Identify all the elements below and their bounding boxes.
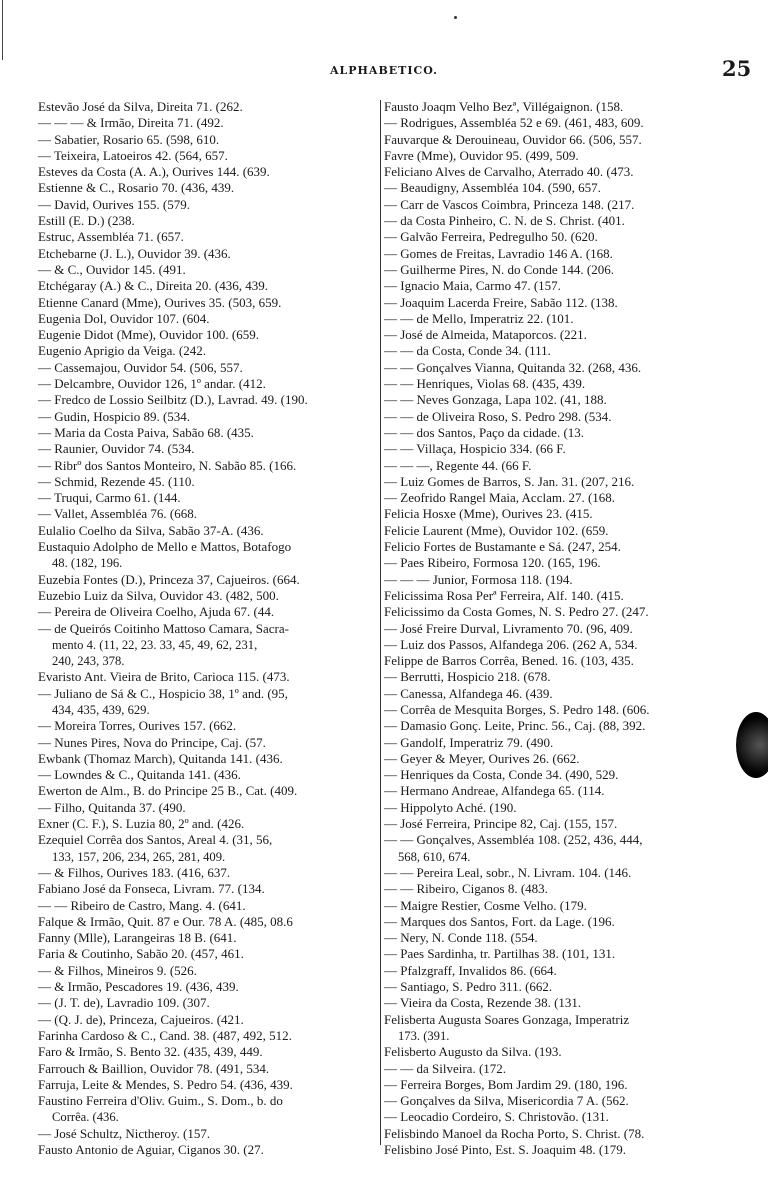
directory-entry [38, 409, 378, 425]
directory-entry [384, 148, 749, 164]
entry-line: — Maria da Costa Paiva, Sabão 68. (435. [38, 424, 254, 440]
entry-line: — Maigre Restier, Cosme Velho. (179. [384, 897, 587, 913]
directory-entry [384, 800, 749, 816]
entry-line: — Filho, Quitanda 37. (490. [38, 799, 186, 815]
entry-line: Fabiano José da Fonseca, Livram. 77. (134. [38, 881, 265, 897]
entry-continuation-line: Corrêa. (436. [52, 1110, 119, 1125]
entry-line: — Henriques da Costa, Conde 34. (490, 529. [384, 767, 619, 783]
directory-entry [384, 376, 749, 392]
running-header: ALPHABETICO. [329, 64, 438, 77]
entry-line: — Vallet, Assembléa 76. (668. [38, 506, 197, 522]
entry-line: — & C., Ouvidor 145. (491. [38, 261, 186, 277]
directory-entry [384, 360, 749, 376]
entry-line: Faria & Coutinho, Sabão 20. (457, 461. [38, 946, 244, 962]
directory-entry [384, 327, 749, 343]
directory-entry [384, 490, 749, 506]
entry-line: — — Ribeiro, Ciganos 8. (483. [384, 881, 548, 897]
directory-entry [38, 343, 378, 359]
directory-entry [384, 604, 749, 620]
directory-entry [38, 800, 378, 816]
directory-entry [384, 246, 749, 262]
directory-entry [384, 278, 749, 294]
directory-entry [384, 99, 749, 115]
directory-entry [38, 946, 378, 962]
directory-entry [38, 783, 378, 799]
directory-entry [38, 767, 378, 783]
directory-entry [384, 995, 749, 1011]
directory-entry [384, 164, 749, 180]
entry-line: Fanny (Mlle), Larangeiras 18 B. (641. [38, 930, 237, 946]
directory-entry [38, 213, 378, 229]
entry-line: Felicissimo da Costa Gomes, N. S. Pedro 27. (247. [384, 604, 649, 620]
entry-line: Eulalio Coelho da Silva, Sabão 37-A. (436. [38, 522, 264, 538]
entry-line: Ewbank (Thomaz March), Quitanda 141. (436. [38, 750, 283, 766]
entry-line: — Raunier, Ouvidor 74. (534. [38, 441, 195, 457]
directory-entry [384, 669, 749, 685]
entry-line: — & Filhos, Mineiros 9. (526. [38, 962, 197, 978]
directory-entry [38, 1077, 378, 1093]
entry-line: Ezequiel Corrêa dos Santos, Areal 4. (31, 56, [38, 832, 273, 848]
entry-line: — Paes Sardinha, tr. Partilhas 38. (101, 131. [384, 946, 616, 962]
directory-entry [384, 311, 749, 327]
directory-entry [384, 1142, 749, 1158]
directory-entry [384, 506, 749, 522]
directory-entry [38, 376, 378, 392]
entry-line: — Pereira de Oliveira Coelho, Ajuda 67. (44. [38, 604, 275, 620]
entry-line: — Santiago, S. Pedro 311. (662. [384, 979, 553, 995]
entry-line: — da Costa Pinheiro, C. N. de S. Christ. (401. [384, 213, 625, 229]
directory-entry [38, 572, 378, 588]
entry-line: Evaristo Ant. Vieira de Brito, Carioca 115. (473. [38, 669, 290, 685]
entry-line: Felisberta Augusta Soares Gonzaga, Imperatriz [384, 1011, 630, 1027]
entry-line: — José Schultz, Nictheroy. (157. [38, 1125, 211, 1141]
entry-line: Estill (E. D.) (238. [38, 213, 135, 229]
entry-line: Eugenio Aprigio da Veiga. (242. [38, 343, 207, 359]
entry-line: Felicissima Rosa Perª Ferreira, Alf. 140. (415. [384, 587, 624, 603]
directory-entry [384, 865, 749, 881]
directory-entry [384, 343, 749, 359]
directory-entry [384, 572, 749, 588]
entry-line: Faustino Ferreira d'Oliv. Guim., S. Dom., b. do [38, 1093, 283, 1109]
entry-line: Estruc, Assembléa 71. (657. [38, 229, 184, 245]
directory-entry [384, 458, 749, 474]
entry-line: Eugenie Didot (Mme), Ouvidor 100. (659. [38, 327, 259, 343]
entry-line: — — Gonçalves, Assembléa 108. (252, 436, 444, [384, 832, 643, 848]
entry-line: Felicie Laurent (Mme), Ouvidor 102. (659. [384, 522, 609, 538]
directory-entry [38, 327, 378, 343]
directory-entry [38, 425, 378, 441]
directory-entry [38, 180, 378, 196]
entry-line: — Beaudigny, Assembléa 104. (590, 657. [384, 180, 601, 196]
directory-entry [38, 914, 378, 930]
directory-entry [384, 555, 749, 571]
entry-line: — & Irmão, Pescadores 19. (436, 439. [38, 979, 239, 995]
entry-line: — — dos Santos, Paço da cidade. (13. [384, 424, 585, 440]
entry-line: Euzebio Luiz da Silva, Ouvidor 43. (482, 500. [38, 587, 279, 603]
column-divider [380, 100, 381, 1145]
entry-line: — Hermano Andreae, Alfandega 65. (114. [384, 783, 605, 799]
entry-line: Estevão José da Silva, Direita 71. (262. [38, 99, 243, 114]
directory-entry [384, 963, 749, 979]
directory-entry [38, 229, 378, 245]
library-stamp-icon [736, 712, 768, 778]
entry-line: — Gudin, Hospicio 89. (534. [38, 408, 191, 424]
directory-entry [38, 930, 378, 946]
entry-line: — — da Costa, Conde 34. (111. [384, 343, 551, 359]
page-edge-line [2, 0, 3, 60]
entry-line: Felisberto Augusto da Silva. (193. [384, 1044, 562, 1060]
directory-entry [384, 816, 749, 832]
directory-entry [384, 979, 749, 995]
directory-entry [384, 898, 749, 914]
entry-line: — Delcambre, Ouvidor 126, 1º andar. (412. [38, 376, 266, 392]
directory-entry [384, 637, 749, 653]
directory-entry [384, 914, 749, 930]
directory-entry [384, 588, 749, 604]
entry-line: — & Filhos, Ourives 183. (416, 637. [38, 864, 231, 880]
directory-entry [384, 132, 749, 148]
entry-line: — Fredco de Lossio Seilbitz (D.), Lavrad. 49. (190. [38, 392, 308, 408]
entry-line: — de Queirós Coitinho Mattoso Camara, Sacra- [38, 620, 289, 636]
directory-entry [384, 229, 749, 245]
entry-line: Etchebarne (J. L.), Ouvidor 39. (436. [38, 245, 231, 261]
entry-line: — — da Silveira. (172. [384, 1060, 507, 1076]
entry-line: Eustaquio Adolpho de Mello e Mattos, Botafogo [38, 539, 292, 555]
entry-line: — José Ferreira, Principe 82, Caj. (155, 157. [384, 816, 618, 832]
directory-entry [384, 1012, 749, 1045]
entry-line: — — —, Regente 44. (66 F. [384, 457, 532, 473]
directory-entry [38, 197, 378, 213]
entry-line: Fausto Antonio de Aguiar, Ciganos 30. (27. [38, 1142, 264, 1157]
entry-line: — Gandolf, Imperatriz 79. (490. [384, 734, 554, 750]
directory-entry [38, 686, 378, 719]
directory-entry [384, 409, 749, 425]
entry-line: — Moreira Torres, Ourives 157. (662. [38, 718, 237, 734]
directory-entry [38, 458, 378, 474]
directory-entry [38, 1061, 378, 1077]
directory-entry [38, 295, 378, 311]
entry-continuation-line: 434, 435, 439, 629. [52, 702, 150, 717]
directory-entry [384, 881, 749, 897]
entry-line: — — — Junior, Formosa 118. (194. [384, 571, 573, 587]
entry-continuation-line: 133, 157, 206, 234, 265, 281, 409. [52, 849, 226, 864]
entry-line: — Canessa, Alfandega 46. (439. [384, 685, 553, 701]
directory-entry [38, 898, 378, 914]
entry-line: — Carr de Vascos Coimbra, Princeza 148. (217. [384, 196, 635, 212]
directory-entry [38, 604, 378, 620]
directory-entry [384, 1126, 749, 1142]
entry-line: — Vieira da Costa, Rezende 38. (131. [384, 995, 582, 1011]
entry-line: — Damasio Gonç. Leite, Princ. 56., Caj. (88, 392. [384, 718, 646, 734]
directory-entry [38, 311, 378, 327]
entry-line: — Hippolyto Aché. (190. [384, 799, 517, 815]
entry-line: Faro & Irmão, S. Bento 32. (435, 439, 449. [38, 1044, 263, 1060]
entry-line: — Paes Ribeiro, Formosa 120. (165, 196. [384, 555, 601, 571]
directory-entry [384, 474, 749, 490]
directory-entry [384, 930, 749, 946]
directory-entry [38, 246, 378, 262]
entry-line: Favre (Mme), Ouvidor 95. (499, 509. [384, 147, 579, 163]
directory-entry [384, 621, 749, 637]
entry-line: — Gonçalves da Silva, Misericordia 7 A. (562. [384, 1093, 629, 1109]
directory-entry [38, 441, 378, 457]
entry-line: — — — & Irmão, Direita 71. (492. [38, 115, 224, 131]
entry-line: — — Ribeiro de Castro, Mang. 4. (641. [38, 897, 246, 913]
directory-entry [38, 506, 378, 522]
entry-line: — (J. T. de), Lavradio 109. (307. [38, 995, 210, 1011]
entry-continuation-line: 240, 243, 378. [52, 654, 125, 669]
directory-entry [38, 278, 378, 294]
directory-entry [384, 767, 749, 783]
entry-line: — — Henriques, Violas 68. (435, 439. [384, 376, 586, 392]
entry-line: Felisbino José Pinto, Est. S. Joaquim 48. (179. [384, 1142, 626, 1157]
entry-line: — Ribrº dos Santos Monteiro, N. Sabão 85. (166. [38, 457, 297, 473]
entry-line: — — Villaça, Hospicio 334. (66 F. [384, 441, 566, 457]
entry-line: — Lowndes & C., Quitanda 141. (436. [38, 767, 241, 783]
entry-line: — Ignacio Maia, Carmo 47. (157. [384, 278, 561, 294]
entry-line: Fauvarque & Derouineau, Ouvidor 66. (506, 557. [384, 131, 642, 147]
directory-entry [384, 702, 749, 718]
entry-line: — Gomes de Freitas, Lavradio 146 A. (168. [384, 245, 613, 261]
entry-continuation-line: 48. (182, 196. [52, 556, 123, 571]
entry-line: — Sabatier, Rosario 65. (598, 610. [38, 131, 220, 147]
entry-line: — Teixeira, Latoeiros 42. (564, 657. [38, 147, 228, 163]
directory-entry [38, 392, 378, 408]
entry-line: — Nunes Pires, Nova do Principe, Caj. (57. [38, 734, 266, 750]
entry-line: — Pfalzgraff, Invalidos 86. (664. [384, 962, 557, 978]
directory-entry [384, 686, 749, 702]
entry-line: — Guilherme Pires, N. do Conde 144. (206. [384, 261, 615, 277]
directory-entry [38, 539, 378, 572]
directory-entry [384, 1044, 749, 1060]
directory-entry [384, 180, 749, 196]
entry-line: — Rodrigues, Assembléa 52 e 69. (461, 483, 609. [384, 115, 644, 131]
directory-entry [38, 881, 378, 897]
entry-line: — Joaquim Lacerda Freire, Sabão 112. (138. [384, 294, 618, 310]
directory-entry [38, 132, 378, 148]
directory-entry [384, 1109, 749, 1125]
directory-entry [384, 197, 749, 213]
entry-line: — Leocadio Cordeiro, S. Christovão. (131. [384, 1109, 609, 1125]
entry-line: — Schmid, Rezende 45. (110. [38, 473, 195, 489]
entry-line: — Ferreira Borges, Bom Jardim 29. (180, 196. [384, 1076, 628, 1092]
left-column [38, 99, 378, 1158]
entry-line: — Nery, N. Conde 118. (554. [384, 930, 538, 946]
directory-entry [38, 360, 378, 376]
entry-line: — Luiz Gomes de Barros, S. Jan. 31. (207, 216. [384, 473, 635, 489]
entry-line: — — de Mello, Imperatriz 22. (101. [384, 310, 574, 326]
entry-line: Felicia Hosxe (Mme), Ourives 23. (415. [384, 506, 593, 522]
directory-entry [384, 115, 749, 131]
right-column [384, 99, 749, 1158]
entry-line: — — Pereira Leal, sobr., N. Livram. 104. (146. [384, 864, 632, 880]
entry-line: — Luiz dos Passos, Alfandega 206. (262 A, 534. [384, 636, 638, 652]
entry-line: Farruja, Leite & Mendes, S. Pedro 54. (436, 439. [38, 1076, 293, 1092]
directory-entry [38, 1142, 378, 1158]
directory-entry [38, 1093, 378, 1126]
entry-line: — Geyer & Meyer, Ourives 26. (662. [384, 750, 580, 766]
entry-line: Etchégaray (A.) & C., Direita 20. (436, 439. [38, 278, 268, 294]
entry-line: Felisbindo Manoel da Rocha Porto, S. Christ. (78. [384, 1125, 645, 1141]
directory-entry [38, 588, 378, 604]
entry-continuation-line: 173. (391. [398, 1028, 450, 1043]
entry-line: Euzebia Fontes (D.), Princeza 37, Cajueiros. (664. [38, 571, 300, 587]
directory-entry [38, 751, 378, 767]
directory-entry [38, 1012, 378, 1028]
directory-entry [384, 653, 749, 669]
entry-line: — Galvão Ferreira, Pedregulho 50. (620. [384, 229, 598, 245]
directory-entry [384, 783, 749, 799]
directory-entry [38, 164, 378, 180]
entry-line: — Marques dos Santos, Fort. da Lage. (196. [384, 913, 615, 929]
directory-entry [384, 735, 749, 751]
directory-entry [384, 262, 749, 278]
directory-entry [384, 751, 749, 767]
entry-line: — Berrutti, Hospicio 218. (678. [384, 669, 551, 685]
entry-line: Estienne & C., Rosario 70. (436, 439. [38, 180, 235, 196]
directory-entry [384, 1077, 749, 1093]
directory-entry [384, 425, 749, 441]
entry-line: Eugenia Dol, Ouvidor 107. (604. [38, 310, 210, 326]
directory-entry [38, 1028, 378, 1044]
entry-line: Etienne Canard (Mme), Ourives 35. (503, 659. [38, 294, 282, 310]
entry-line: — Cassemajou, Ouvidor 54. (506, 557. [38, 359, 243, 375]
entry-line: Fausto Joaqm Velho Bezª, Villégaignon. (158. [384, 99, 624, 114]
directory-entry [384, 295, 749, 311]
directory-entry [38, 669, 378, 685]
entry-line: Esteves da Costa (A. A.), Ourives 144. (639. [38, 164, 270, 180]
entry-line: — Juliano de Sá & C., Hospicio 38, 1º and. (95, [38, 685, 288, 701]
directory-entry [38, 1126, 378, 1142]
directory-entry [38, 963, 378, 979]
entry-line: — David, Ourives 155. (579. [38, 196, 191, 212]
entry-line: Ewerton de Alm., B. do Principe 25 B., Cat. (409. [38, 783, 298, 799]
directory-entry [38, 995, 378, 1011]
directory-entry [384, 539, 749, 555]
entry-line: — Truqui, Carmo 61. (144. [38, 490, 181, 506]
entry-line: — Zeofrido Rangel Maia, Acclam. 27. (168. [384, 490, 616, 506]
entry-continuation-line: mento 4. (11, 22, 23. 33, 45, 49, 62, 231, [52, 637, 258, 652]
directory-entry [38, 832, 378, 865]
directory-entry [384, 1061, 749, 1077]
entry-line: — José Freire Durval, Livramento 70. (96, 409. [384, 620, 633, 636]
directory-entry [38, 490, 378, 506]
directory-entry [38, 523, 378, 539]
directory-entry [38, 865, 378, 881]
entry-line: Feliciano Alves de Carvalho, Aterrado 40. (473. [384, 164, 634, 180]
directory-entry [384, 832, 749, 865]
directory-entry [384, 1093, 749, 1109]
directory-entry [38, 816, 378, 832]
page-number: 25 [722, 56, 752, 81]
directory-entry [384, 523, 749, 539]
directory-entry [38, 262, 378, 278]
entry-line: Felicio Fortes de Bustamante e Sá. (247, 254. [384, 539, 621, 555]
entry-line: — (Q. J. de), Princeza, Cajueiros. (421. [38, 1011, 244, 1027]
directory-entry [38, 979, 378, 995]
directory-entry [38, 735, 378, 751]
entry-line: Farrouch & Baillion, Ouvidor 78. (491, 534. [38, 1060, 270, 1076]
directory-entry [38, 148, 378, 164]
directory-entry [384, 718, 749, 734]
entry-line: — — Neves Gonzaga, Lapa 102. (41, 188. [384, 392, 607, 408]
directory-entry [38, 115, 378, 131]
directory-entry [384, 946, 749, 962]
print-speck [454, 16, 457, 19]
entry-line: Falque & Irmão, Quit. 87 e Our. 78 A. (485, 08.6 [38, 913, 293, 929]
directory-entry [38, 99, 378, 115]
directory-entry [384, 441, 749, 457]
directory-entry [38, 621, 378, 670]
entry-line: Exner (C. F.), S. Luzia 80, 2º and. (426. [38, 816, 245, 832]
entry-line: — José de Almeida, Mataporcos. (221. [384, 327, 587, 343]
directory-entry [38, 474, 378, 490]
entry-line: Felippe de Barros Corrêa, Bened. 16. (103, 435. [384, 653, 634, 669]
directory-entry [38, 1044, 378, 1060]
entry-line: — Corrêa de Mesquita Borges, S. Pedro 148. (606. [384, 701, 650, 717]
directory-entry [384, 213, 749, 229]
directory-entry [38, 718, 378, 734]
entry-line: — — Gonçalves Vianna, Quitanda 32. (268, 436. [384, 359, 642, 375]
directory-entry [384, 392, 749, 408]
entry-continuation-line: 568, 610, 674. [398, 849, 471, 864]
entry-line: — — de Oliveira Roso, S. Pedro 298. (534. [384, 408, 612, 424]
entry-line: Farinha Cardoso & C., Cand. 38. (487, 492, 512. [38, 1027, 292, 1043]
